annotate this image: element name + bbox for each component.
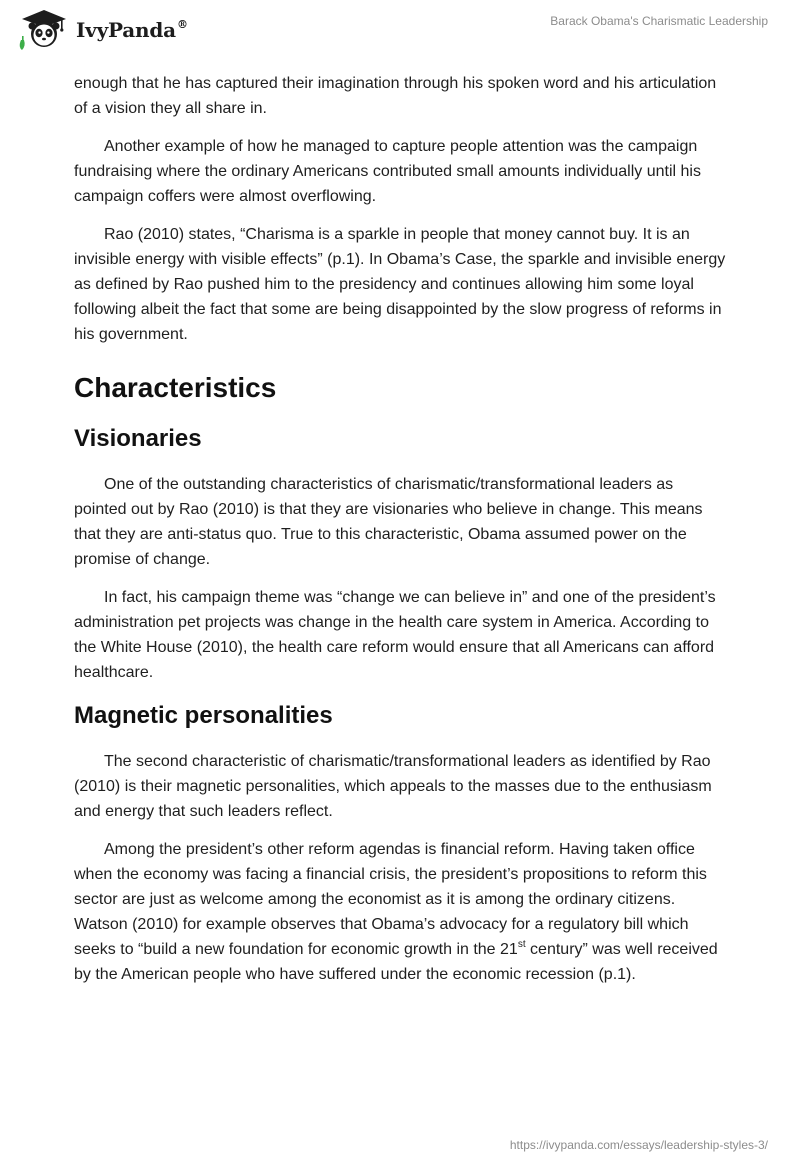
paragraph-text: century” was well received by the American people who have suffered under the economic recession (p.1). [74,941,718,983]
subheading-visionaries: Visionaries [74,425,202,452]
panda-graduate-icon [14,6,70,52]
page-header [0,0,800,70]
paragraph: In fact, his campaign theme was “change we can believe in” and one of the president’s administration pet projects was change in the health care system in America. According to the White House (2010), the health care reform would ensure that all Americans can afford healthcare. [74,589,716,681]
logo-text: IvyPanda® [76,18,188,42]
paragraph: enough that he has captured their imagination through his spoken word and his articulation of a vision they all share in. [74,75,717,117]
ivypanda-logo[interactable] [14,6,188,52]
paragraph: Rao (2010) states, “Charisma is a sparkle in people that money cannot buy. It is an invisible energy with visible effects” (p.1). In Obama’s Case, the sparkle and invisible energy as defined by Rao pushed him to the presidency and continues allowing him some loyal following albeit the fact that some are being disappointed by the slow progress of reforms in his government. [74,226,726,343]
paragraph: Another example of how he managed to capture people attention was the campaign fundraising where the ordinary Americans contributed small amounts individually until his campaign coffers were almost overflowing. [74,138,701,205]
subheading-magnetic-personalities: Magnetic personalities [74,702,333,729]
document-title: Barack Obama's Charismatic Leadership [550,14,768,28]
paragraph: The second characteristic of charismatic/transformational leaders as identified by Rao (2010) is their magnetic personalities, which appeals to the masses due to the enthusiasm and energy that such leaders reflect. [74,753,712,820]
section-heading-characteristics: Characteristics [74,372,277,403]
paragraph [74,837,730,987]
essay-body [74,71,730,1000]
ordinal-suffix: st [517,939,526,950]
paragraph-text: Among the president’s other reform agendas is financial reform. Having taken office when the economy was facing a financial crisis, the president’s propositions to reform this sector are just as welcome among the economist as it is among the ordinary citizens. Watson (2010) for example observes that Obama’s advocacy for a regulatory bill which seeks to “build a new foundation for economic growth in the 21 [74,841,707,958]
source-url[interactable]: https://ivypanda.com/essays/leadership-styles-3/ [509,1138,768,1152]
paragraph: One of the outstanding characteristics of charismatic/transformational leaders as pointed out by Rao (2010) is that they are visionaries who believe in change. This means that they are anti-status quo. True to this characteristic, Obama assumed power on the promise of change. [74,476,703,568]
